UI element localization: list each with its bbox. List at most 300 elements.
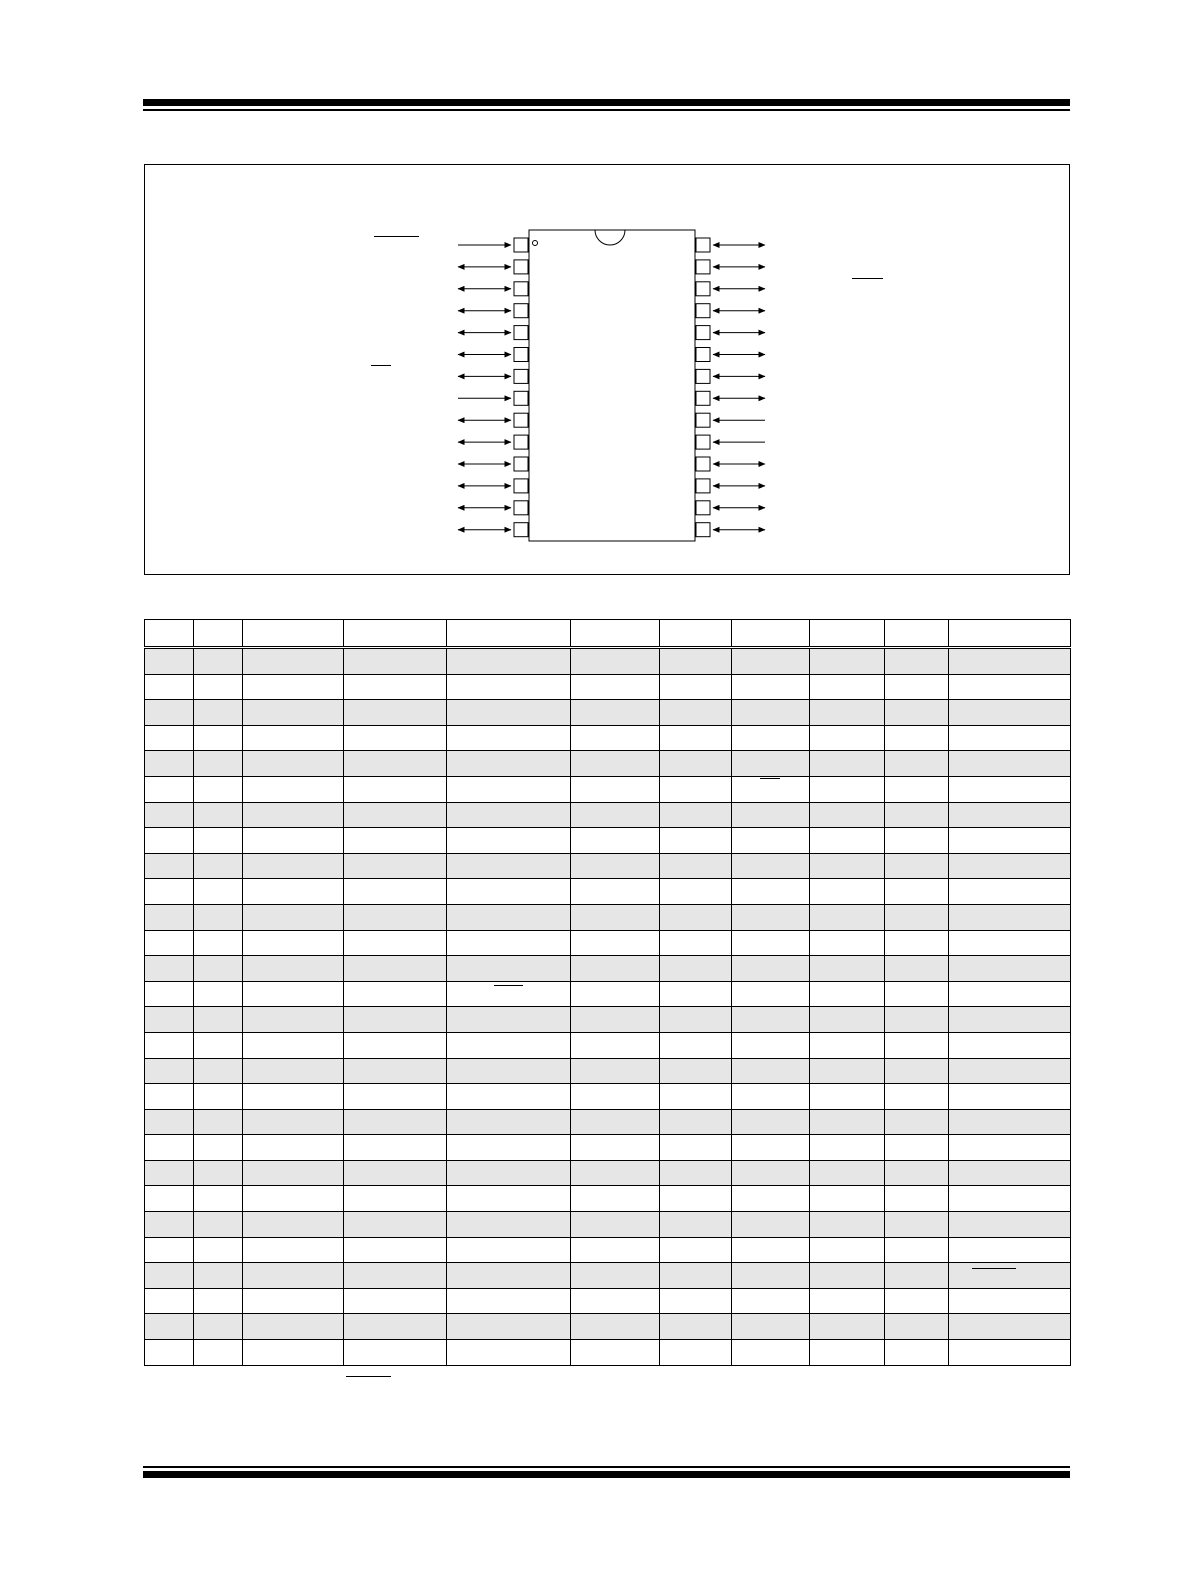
table-cell [810,1237,885,1263]
table-cell [447,700,571,726]
footer-rule-thick [143,1471,1070,1478]
table-cell [194,1160,243,1186]
table-cell [660,1340,732,1366]
table-cell [885,981,949,1007]
table-cell [447,1314,571,1340]
table-cell [949,904,1071,930]
table-cell [344,1058,447,1084]
table-cell [344,648,447,675]
table-cell [344,1288,447,1314]
table-cell [660,1160,732,1186]
chip-body [529,230,695,541]
table-row [145,648,1071,675]
table-cell [194,981,243,1007]
table-cell [885,956,949,982]
table-cell [243,1237,344,1263]
table-row [145,1237,1071,1263]
table-cell [243,930,344,956]
table-cell [732,930,810,956]
pin-box-right [696,238,710,252]
table-cell [243,1007,344,1033]
table-row [145,1007,1071,1033]
table-cell [732,1058,810,1084]
table-cell [243,1263,344,1289]
table-cell [344,879,447,905]
table-header-cell [810,620,885,648]
table-cell [344,725,447,751]
pin-box-right [696,348,710,362]
table-cell [885,1160,949,1186]
table-cell [571,1288,660,1314]
table-cell [885,725,949,751]
table-cell [732,751,810,777]
table-cell [732,1135,810,1161]
table-cell [194,751,243,777]
table-cell [344,1109,447,1135]
table-cell [145,981,194,1007]
table-cell [732,879,810,905]
overline-mark [494,985,523,986]
pin-box-right [696,326,710,340]
table-cell [949,853,1071,879]
table-cell [571,802,660,828]
table-row [145,802,1071,828]
table-cell [810,1109,885,1135]
pin-box-left [514,260,528,274]
table-cell [732,1237,810,1263]
table-cell [810,981,885,1007]
table-cell [732,1263,810,1289]
table-row [145,700,1071,726]
table-row [145,1186,1071,1212]
table-cell [949,1109,1071,1135]
table-cell [243,674,344,700]
table-header-cell [344,620,447,648]
table-cell [344,904,447,930]
table-cell [660,879,732,905]
table-cell [810,879,885,905]
pin-box-left [514,391,528,405]
table-cell [885,1212,949,1238]
table-cell [243,853,344,879]
table-cell [949,1032,1071,1058]
overline-mark [760,778,780,779]
table-cell [447,1212,571,1238]
table-cell [243,1212,344,1238]
table-cell [243,1135,344,1161]
table-cell [344,853,447,879]
table-cell [660,700,732,726]
table-cell [660,1135,732,1161]
table-cell [344,1032,447,1058]
table-cell [571,930,660,956]
table-cell [660,648,732,675]
table-row [145,853,1071,879]
table-cell [732,1288,810,1314]
table-cell [885,1007,949,1033]
table-cell [243,1032,344,1058]
table-cell [732,1007,810,1033]
table-cell [145,751,194,777]
table-cell [660,981,732,1007]
table-cell [732,674,810,700]
pin-table [144,619,1071,1366]
table-cell [660,1186,732,1212]
table-cell [344,1007,447,1033]
pin-box-left [514,435,528,449]
table-cell [145,1263,194,1289]
table-cell [660,1084,732,1110]
pin-diagram-figure [144,164,1070,575]
table-cell [571,1084,660,1110]
table-cell [571,1263,660,1289]
table-cell [243,648,344,675]
table-cell [243,1288,344,1314]
pin1-marker [533,241,538,246]
table-cell [949,879,1071,905]
table-cell [447,956,571,982]
table-cell [810,1314,885,1340]
pin-box-left [514,523,528,537]
table-cell [571,956,660,982]
table-cell [810,1032,885,1058]
pin-box-left [514,348,528,362]
pin-box-right [696,501,710,515]
table-cell [660,828,732,854]
table-cell [145,1186,194,1212]
pin-box-left [514,326,528,340]
table-cell [194,1032,243,1058]
table-cell [660,674,732,700]
table-cell [145,853,194,879]
table-cell [243,802,344,828]
table-cell [949,1288,1071,1314]
table-cell [194,1340,243,1366]
table-cell [660,1288,732,1314]
table-cell [447,1237,571,1263]
table-cell [810,674,885,700]
table-cell [243,1314,344,1340]
table-cell [660,930,732,956]
pin-box-left [514,238,528,252]
table-cell [194,930,243,956]
table-cell [949,1160,1071,1186]
table-cell [949,1314,1071,1340]
table-cell [660,1212,732,1238]
table-cell [344,1314,447,1340]
table-cell [243,1084,344,1110]
table-cell [571,981,660,1007]
table-cell [660,904,732,930]
table-cell [571,1314,660,1340]
pin-box-left [514,304,528,318]
table-cell [571,725,660,751]
table-header-cell [447,620,571,648]
table-cell [145,1109,194,1135]
table-row [145,956,1071,982]
table-header-cell [194,620,243,648]
table-cell [732,853,810,879]
table-cell [885,751,949,777]
table-cell [145,1007,194,1033]
table-cell [885,1084,949,1110]
table-cell [885,879,949,905]
table-row [145,879,1071,905]
table-header-cell [885,620,949,648]
table-row [145,1160,1071,1186]
table-cell [194,853,243,879]
table-cell [732,648,810,675]
table-cell [243,956,344,982]
table-cell [344,674,447,700]
table-cell [949,828,1071,854]
table-cell [810,930,885,956]
table-cell [243,879,344,905]
pin-box-right [696,435,710,449]
table-cell [732,956,810,982]
table-cell [243,776,344,802]
table-cell [145,802,194,828]
table-cell [660,725,732,751]
table-cell [145,674,194,700]
pin-box-right [696,369,710,383]
table-cell [732,828,810,854]
table-cell [660,1032,732,1058]
table-cell [145,879,194,905]
table-cell [810,1007,885,1033]
table-cell [145,1288,194,1314]
table-cell [447,879,571,905]
table-cell [571,1186,660,1212]
table-cell [447,1186,571,1212]
table-cell [949,1212,1071,1238]
table-cell [885,828,949,854]
table-cell [885,1186,949,1212]
table-cell [145,1212,194,1238]
table-cell [194,956,243,982]
table-cell [194,1288,243,1314]
table-cell [732,1186,810,1212]
table-cell [810,648,885,675]
table-cell [810,828,885,854]
table-cell [810,1212,885,1238]
table-cell [194,776,243,802]
table-cell [571,879,660,905]
table-row [145,776,1071,802]
table-cell [145,904,194,930]
table-cell [447,751,571,777]
table-cell [447,1058,571,1084]
table-row [145,930,1071,956]
pin-box-left [514,501,528,515]
table-cell [885,674,949,700]
table-cell [243,1160,344,1186]
table-cell [810,853,885,879]
table-cell [145,725,194,751]
table-cell [571,674,660,700]
table-cell [810,1263,885,1289]
table-cell [949,930,1071,956]
table-header-cell [949,620,1071,648]
header-rule-thin [143,109,1070,111]
table-cell [810,1058,885,1084]
table-cell [344,751,447,777]
table-cell [810,802,885,828]
table-cell [571,648,660,675]
table-cell [885,1314,949,1340]
table-header-cell [243,620,344,648]
table-cell [194,1186,243,1212]
table-cell [571,1340,660,1366]
table-cell [243,725,344,751]
table-cell [885,1288,949,1314]
table-cell [885,1109,949,1135]
table-cell [344,1160,447,1186]
table-cell [660,1007,732,1033]
table-cell [571,776,660,802]
pin-box-right [696,457,710,471]
overline-mark [346,1376,391,1377]
pin-box-right [696,413,710,427]
table-cell [949,700,1071,726]
table-cell [447,1160,571,1186]
table-cell [732,700,810,726]
table-cell [732,904,810,930]
table-cell [447,725,571,751]
table-cell [732,802,810,828]
table-cell [885,1058,949,1084]
table-cell [194,1058,243,1084]
pin-box-right [696,260,710,274]
table-cell [344,1340,447,1366]
table-cell [732,981,810,1007]
table-cell [885,904,949,930]
table-cell [447,1109,571,1135]
pin-box-right [696,282,710,296]
table-cell [660,1263,732,1289]
table-cell [194,1212,243,1238]
table-cell [571,1135,660,1161]
table-cell [447,1340,571,1366]
table-cell [949,1340,1071,1366]
table-cell [145,1135,194,1161]
table-cell [243,1109,344,1135]
table-cell [810,1288,885,1314]
table-cell [447,1263,571,1289]
table-cell [145,1314,194,1340]
table-cell [885,1135,949,1161]
table-cell [344,930,447,956]
table-cell [145,930,194,956]
table-cell [949,981,1071,1007]
table-cell [447,1007,571,1033]
header-rule-thick [143,99,1070,106]
table-cell [447,1288,571,1314]
table-cell [732,1032,810,1058]
pin-diagram [145,165,1069,574]
table-cell [810,1135,885,1161]
table-cell [344,981,447,1007]
table-cell [885,930,949,956]
table-cell [145,1340,194,1366]
table-cell [949,1186,1071,1212]
table-cell [571,1032,660,1058]
table-cell [949,1084,1071,1110]
table-row [145,904,1071,930]
table-cell [885,1340,949,1366]
table-cell [243,1340,344,1366]
table-cell [145,776,194,802]
table-cell [949,776,1071,802]
table-cell [344,1135,447,1161]
table-row [145,1340,1071,1366]
table-cell [447,648,571,675]
table-cell [732,725,810,751]
table-cell [145,1084,194,1110]
table-cell [885,648,949,675]
table-cell [885,1032,949,1058]
table-cell [344,956,447,982]
pin-box-left [514,457,528,471]
table-row [145,1288,1071,1314]
table-cell [949,674,1071,700]
table-cell [732,1160,810,1186]
table-cell [660,751,732,777]
table-cell [145,828,194,854]
table-cell [949,648,1071,675]
table-cell [194,1109,243,1135]
table-cell [145,1237,194,1263]
table-cell [949,725,1071,751]
table-cell [810,700,885,726]
table-cell [571,751,660,777]
table-cell [145,956,194,982]
table-cell [810,956,885,982]
table-cell [949,1135,1071,1161]
table-header-cell [732,620,810,648]
table-cell [194,828,243,854]
table-row [145,1314,1071,1340]
overline-mark [371,365,391,366]
table-cell [145,700,194,726]
table-cell [447,802,571,828]
table-cell [949,1237,1071,1263]
table-cell [194,802,243,828]
table-cell [194,1007,243,1033]
table-cell [344,1084,447,1110]
overline-mark [972,1268,1016,1269]
table-header-cell [145,620,194,648]
table-cell [447,1032,571,1058]
table-cell [243,1058,344,1084]
table-cell [885,700,949,726]
table-cell [194,1084,243,1110]
table-cell [949,1007,1071,1033]
table-row [145,674,1071,700]
footer-rule-thin [143,1466,1070,1468]
table-cell [732,1084,810,1110]
table-row [145,1084,1071,1110]
table-cell [344,1237,447,1263]
table-cell [810,1084,885,1110]
table-row [145,1263,1071,1289]
table-cell [145,1160,194,1186]
table-row [145,1109,1071,1135]
pin-box-right [696,523,710,537]
table-cell [194,700,243,726]
table-cell [344,828,447,854]
table-cell [194,1135,243,1161]
